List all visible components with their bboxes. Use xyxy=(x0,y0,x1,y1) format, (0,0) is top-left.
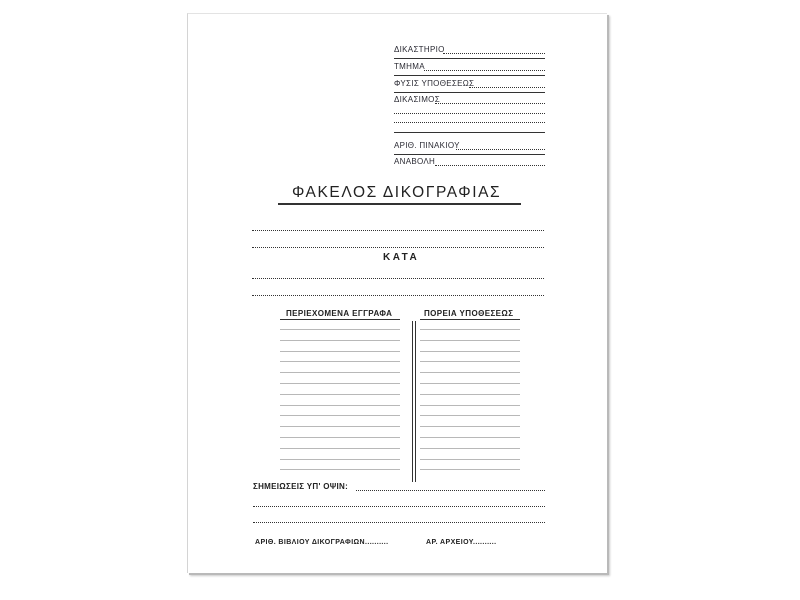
party-line-1 xyxy=(252,230,544,231)
contents-ruled-line xyxy=(280,361,400,362)
postponement-dotted-line xyxy=(435,165,545,166)
section-underline xyxy=(394,75,545,76)
court-label: ΔΙΚΑΣΤΗΡΙΟ xyxy=(394,45,445,54)
progress-ruled-line xyxy=(420,448,520,449)
contents-ruled-line xyxy=(280,426,400,427)
book-number-dots: .......... xyxy=(365,539,389,546)
party-line-3 xyxy=(252,278,544,279)
contents-ruled-line xyxy=(280,351,400,352)
party-line-2 xyxy=(252,247,544,248)
docket-number-underline xyxy=(394,154,545,155)
court-underline xyxy=(394,58,545,59)
contents-documents-header: ΠΕΡΙΕΧΟΜΕΝΑ ΕΓΓΡΑΦΑ xyxy=(286,309,393,318)
contents-ruled-line xyxy=(280,437,400,438)
progress-ruled-line xyxy=(420,437,520,438)
docket-number-dotted-line xyxy=(456,149,545,150)
notes-dotted-line-2 xyxy=(253,506,545,507)
progress-ruled-line xyxy=(420,415,520,416)
hearing-label: ΔΙΚΑΣΙΜΟΣ xyxy=(394,95,440,104)
hearing-dotted-line xyxy=(435,103,545,104)
party-line-4 xyxy=(252,295,544,296)
hearing-extra-line-2 xyxy=(394,122,545,123)
contents-ruled-line xyxy=(280,405,400,406)
contents-ruled-line xyxy=(280,340,400,341)
section-dotted-line xyxy=(424,70,545,71)
archive-number-label: ΑΡ. ΑΡΧΕΙΟΥ xyxy=(426,539,474,546)
progress-ruled-line xyxy=(420,361,520,362)
folder-title: ΦΑΚΕΛΟΣ ΔΙΚΟΓΡΑΦΙΑΣ xyxy=(292,184,502,201)
progress-ruled-line xyxy=(420,340,520,341)
contents-header-underline xyxy=(280,319,400,320)
case-progress-header: ΠΟΡΕΙΑ ΥΠΟΘΕΣΕΩΣ xyxy=(424,309,514,318)
case-nature-dotted-line xyxy=(469,87,545,88)
column-divider-left xyxy=(412,321,413,482)
progress-ruled-line xyxy=(420,459,520,460)
notes-label: ΣΗΜΕΙΩΣΕΙΣ ΥΠ' ΟΨΙΝ: xyxy=(253,482,349,491)
case-nature-label: ΦΥΣΙΣ ΥΠΟΘΕΣΕΩΣ xyxy=(394,79,475,88)
versus-label: ΚΑΤΑ xyxy=(383,252,420,263)
progress-ruled-line xyxy=(420,469,520,470)
hearing-underline xyxy=(394,132,545,133)
notes-dotted-line-1 xyxy=(356,490,545,491)
contents-ruled-line xyxy=(280,469,400,470)
contents-ruled-line xyxy=(280,459,400,460)
progress-ruled-line xyxy=(420,351,520,352)
docket-number-label: ΑΡΙΘ. ΠΙΝΑΚΙΟΥ xyxy=(394,141,460,150)
progress-header-underline xyxy=(420,319,520,320)
book-number-label: ΑΡΙΘ. ΒΙΒΛΙΟΥ ΔΙΚΟΓΡΑΦΙΩΝ xyxy=(255,539,366,546)
court-case-folder-sheet xyxy=(187,13,607,573)
contents-ruled-line xyxy=(280,448,400,449)
section-label: ΤΜΗΜΑ xyxy=(394,62,425,71)
book-number-field xyxy=(255,531,388,549)
contents-ruled-line xyxy=(280,394,400,395)
notes-dotted-line-3 xyxy=(253,522,545,523)
contents-ruled-line xyxy=(280,415,400,416)
progress-ruled-line xyxy=(420,394,520,395)
hearing-extra-line-1 xyxy=(394,113,545,114)
archive-number-field xyxy=(426,531,496,549)
contents-ruled-line xyxy=(280,329,400,330)
progress-ruled-line xyxy=(420,329,520,330)
archive-number-dots: .......... xyxy=(473,539,497,546)
progress-ruled-line xyxy=(420,383,520,384)
column-divider-right xyxy=(415,321,416,482)
postponement-label: ΑΝΑΒΟΛΗ xyxy=(394,157,436,166)
court-dotted-line xyxy=(443,53,545,54)
progress-ruled-line xyxy=(420,405,520,406)
contents-ruled-line xyxy=(280,383,400,384)
case-nature-underline xyxy=(394,92,545,93)
progress-ruled-line xyxy=(420,372,520,373)
contents-ruled-line xyxy=(280,372,400,373)
progress-ruled-line xyxy=(420,426,520,427)
title-underline xyxy=(278,203,521,205)
